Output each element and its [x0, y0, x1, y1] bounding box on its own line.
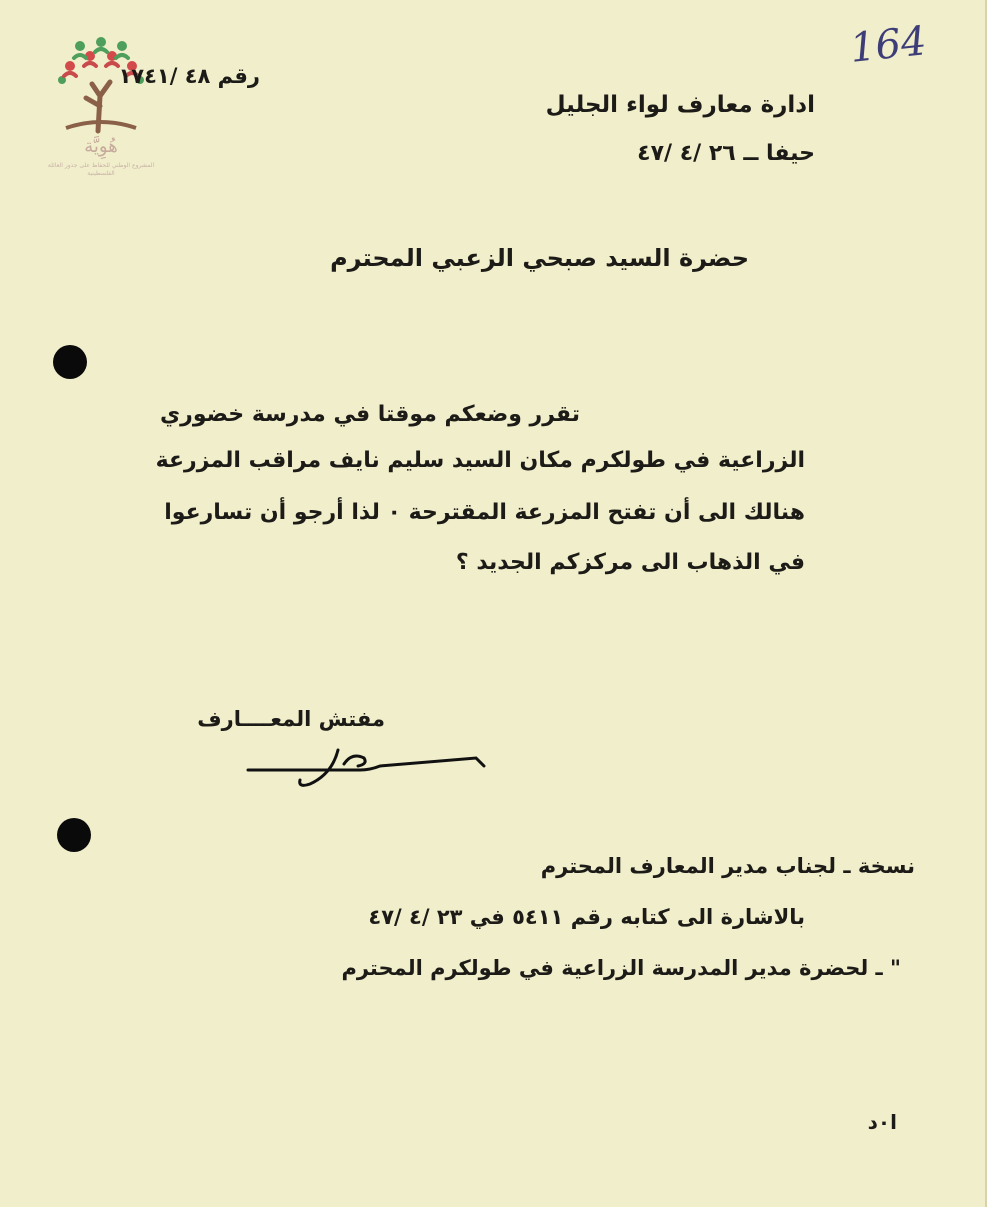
body-line-4: في الذهاب الى مركزكم الجديد ؟ — [455, 550, 805, 575]
copy-line-3: " ـ لحضرة مدير المدرسة الزراعية في طولكرم المحترم — [341, 956, 901, 980]
place-and-date: حيفا ــ ٢٦ /٤ /٤٧ — [637, 141, 815, 166]
punch-hole-bottom — [57, 818, 91, 852]
body-line-2: الزراعية في طولكرم مكان السيد سليم نايف مراقب المزرعة — [155, 448, 805, 473]
copy-line-1: نسخة ـ لجناب مدير المعارف المحترم — [540, 854, 915, 878]
watermark-logo — [46, 36, 156, 196]
body-line-1: تقرر وضعكم موقتا في مدرسة خضوري — [160, 402, 580, 427]
salutation: حضرة السيد صبحي الزعبي المحترم — [330, 244, 749, 272]
typist-initials: ا٠د — [867, 1110, 897, 1134]
reference-number: رقم ٤٨ /١٧٤١ — [118, 64, 260, 88]
signatory-title: مفتش المعــــارف — [197, 707, 385, 731]
copy-line-2: بالاشارة الى كتابه رقم ٥٤١١ في ٢٣ /٤ /٤٧ — [368, 905, 805, 929]
body-line-3: هنالك الى أن تفتح المزرعة المقترحة ٠ لذا أرجو أن تسارعوا — [164, 500, 805, 525]
logo-word: هُوِيَّة — [84, 136, 118, 157]
archive-page-number: 164 — [847, 18, 929, 72]
handwritten-signature — [240, 740, 500, 800]
logo-subtitle: المشروع الوطني للحفاظ على جذور العائلة الفلسطينية — [47, 162, 155, 177]
department-name: ادارة معارف لواء الجليل — [545, 92, 815, 118]
punch-hole-top — [53, 345, 87, 379]
